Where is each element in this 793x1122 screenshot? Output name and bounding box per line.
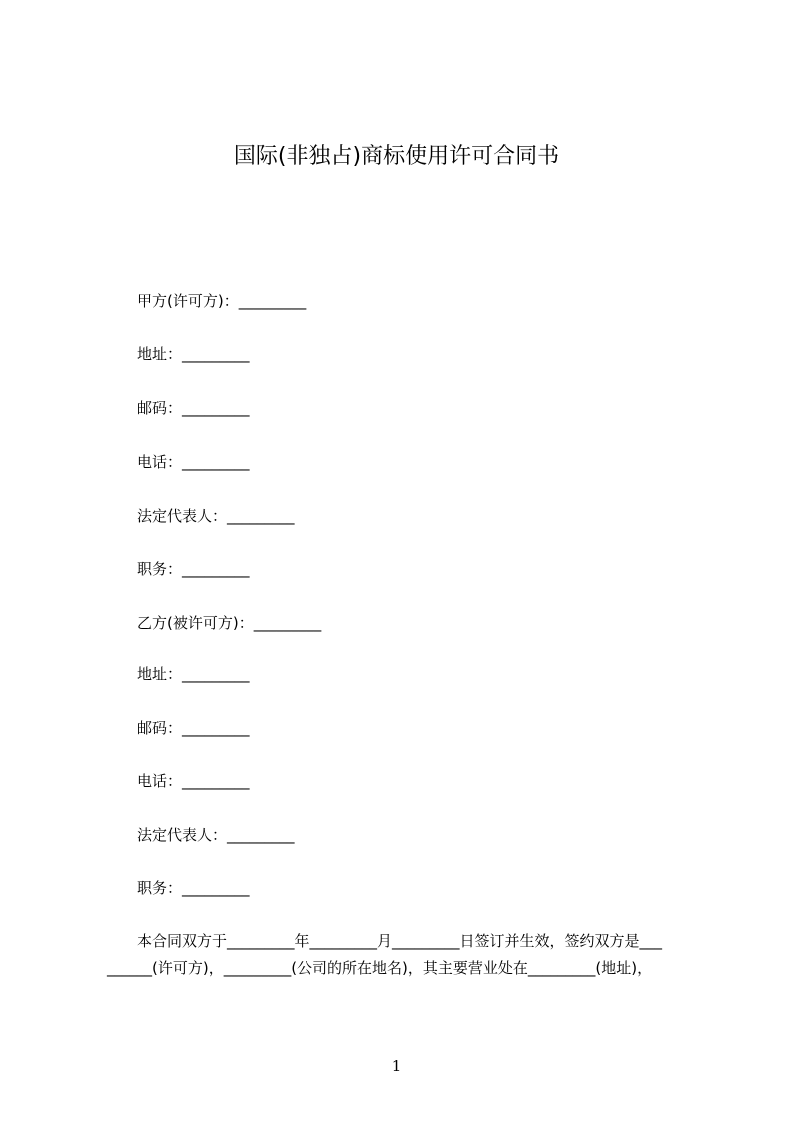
licensee-postcode-field: 邮码：_________ bbox=[137, 719, 250, 737]
licensor-phone-field: 电话：_________ bbox=[137, 453, 250, 471]
licensor-address-field: 地址：_________ bbox=[137, 345, 250, 363]
licensor-postcode-field: 邮码：_________ bbox=[137, 399, 250, 417]
contract-paragraph-line-2: ______(许可方)，_________(公司的所在地名)，其主要营业处在_________(地址)， bbox=[107, 959, 653, 977]
licensee-address-field: 地址：_________ bbox=[137, 665, 250, 683]
licensor-name-field: 甲方(许可方)：_________ bbox=[137, 292, 307, 310]
licensee-position-field: 职务：_________ bbox=[137, 879, 250, 897]
licensee-legal-representative-field: 法定代表人：_________ bbox=[137, 826, 295, 844]
licensor-position-field: 职务：_________ bbox=[137, 560, 250, 578]
licensor-legal-representative-field: 法定代表人：_________ bbox=[137, 507, 295, 525]
licensee-phone-field: 电话：_________ bbox=[137, 772, 250, 790]
document-title: 国际(非独占)商标使用许可合同书 bbox=[233, 144, 560, 169]
contract-paragraph-line-1: 本合同双方于_________年_________月_________日签订并生效，签约双方是___ bbox=[137, 932, 663, 950]
page-number: 1 bbox=[391, 1057, 402, 1075]
licensee-name-field: 乙方(被许可方)：_________ bbox=[137, 614, 322, 632]
